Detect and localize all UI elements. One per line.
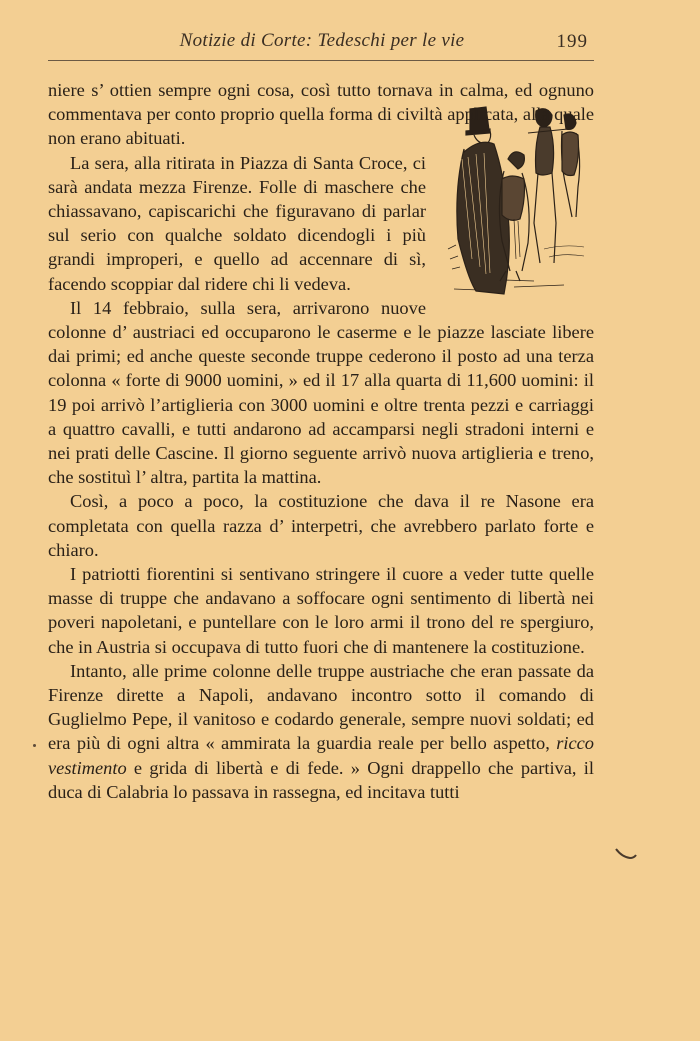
paragraph: Il 14 febbraio, sulla sera, arrivarono nuove colonne d’ austriaci ed occuparono le caserme e le piazze lasciate libere dai primi; ed anche queste seconde truppe cederono il posto ad una terza colonna « forte di 9000 uomini, » ed il 17 alla quarta di 11,600 uomini: il 19 poi arrivò l’artiglieria con 3000 uomini e oltre trenta pezzi e carriaggi a quattro cavalli, e tutti andarono ad accamparsi negli stradoni interni e nei prati delle Cascine. Il giorno seguente arrivò nuova artiglieria e treno, che sostituì l’ altra, partita la mattina.	[48, 297, 594, 488]
margin-speck	[33, 744, 36, 747]
paragraph-continued: niere s’ ottien sempre ogni cosa, così tutto tornava in calma, ed ognuno commentava per conto proprio quella forma di civiltà applicata, alla quale non erano abituati.	[48, 80, 594, 149]
engraving-illustration-figures-icon	[444, 99, 594, 299]
page-header	[48, 30, 596, 56]
margin-mark-icon	[614, 846, 638, 862]
paragraph: I patriotti fiorentini si sentivano stringere il cuore a veder tutte quelle masse di truppe che andavano a soffocare ogni sentimento di libertà nei poveri napoletani, e puntellare con le loro armi il trono del re spergiuro, che in Austria si occupava di tutto fuori che di mantenere la costituzione.	[48, 564, 594, 657]
body-text	[48, 78, 594, 804]
italic-phrase: ricco vestimento	[48, 733, 594, 778]
header-rule	[48, 60, 594, 61]
paragraph: Così, a poco a poco, la costituzione che dava il re Nasone era completata con quella razza d’ interpetri, che avrebbero parlato forte e chiaro.	[48, 491, 594, 560]
paragraph: La sera, alla ritirata in Piazza di Santa Croce, ci sarà andata mezza Firenze. Folle di maschere che chiassavano, capiscarichi che figuravano di parlar sul serio con qualche soldato dicendogli i più grandi improperi, e quello ad accennare di sì, facendo scoppiar dal ridere chi li vedeva.	[48, 152, 426, 294]
running-title: Notizie di Corte: Tedeschi per le vie	[179, 30, 465, 51]
paragraph-text: Intanto, alle prime colonne delle truppe austriache che eran passate da Firenze dirette a Napoli, andavano incontro sotto il comando di Guglielmo Pepe, il vanitoso e codardo generale, sempre nuovi soldati; ed era più di ogni altra « ammirata la guardia reale per bello aspetto,	[48, 660, 594, 754]
paragraph	[48, 659, 594, 804]
page-number: 199	[556, 31, 588, 52]
paragraph-text: e grida di libertà e di fede. » Ogni drappello che partiva, il duca di Calabria lo passava in rassegna, ed incitava tutti	[48, 757, 594, 802]
